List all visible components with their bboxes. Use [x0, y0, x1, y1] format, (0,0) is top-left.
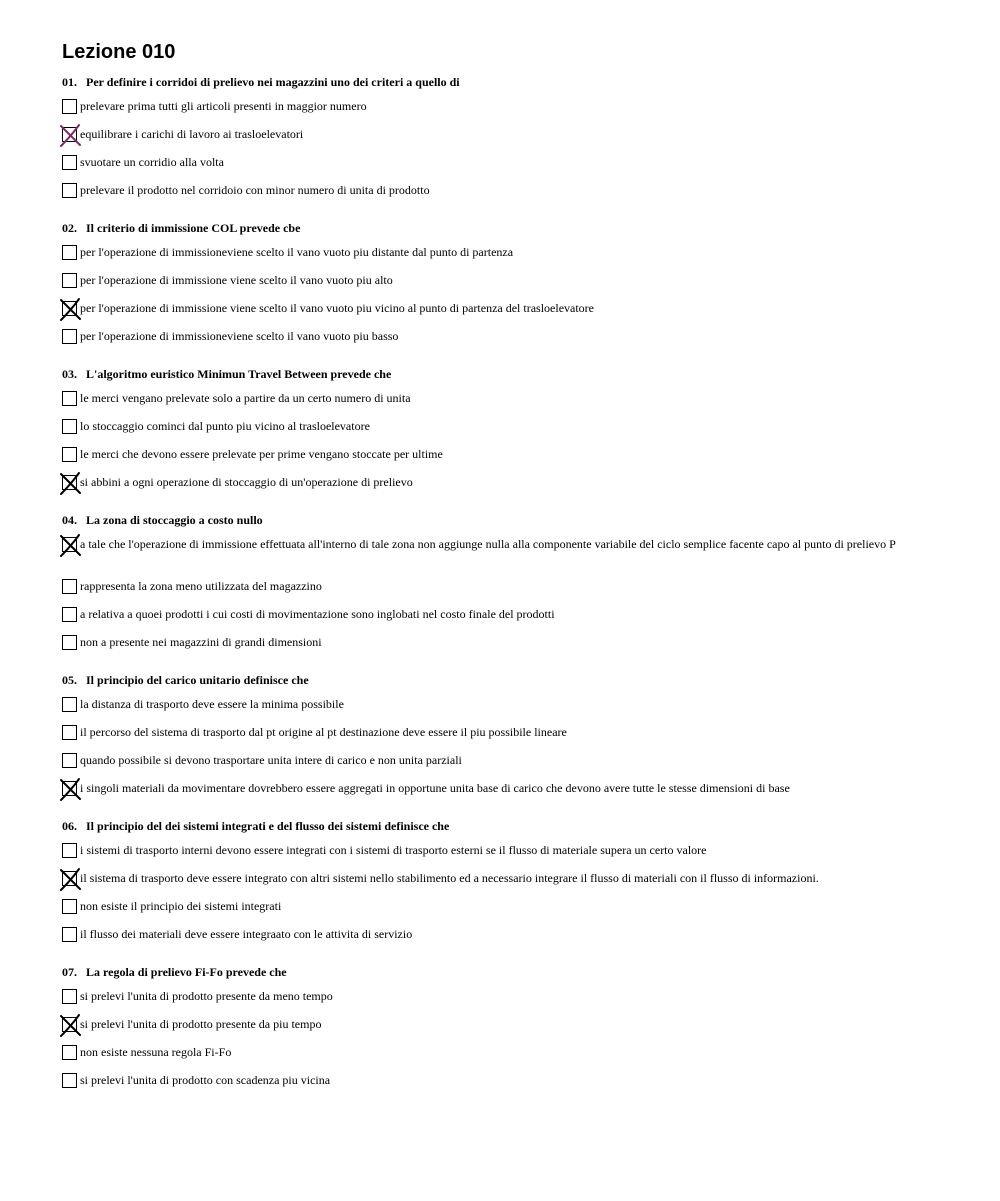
- answer-option[interactable]: [62, 606, 962, 626]
- question-3: [62, 366, 962, 494]
- question-heading: [62, 220, 962, 236]
- answer-option-label: prelevare il prodotto nel corridoio con minor numero di unita di prodotto: [80, 183, 430, 197]
- answer-option[interactable]: [62, 98, 962, 118]
- answer-option-label: si prelevi l'unita di prodotto con scadenza piu vicina: [80, 1073, 331, 1087]
- answer-option-label: per l'operazione di immissione viene scelto il vano vuoto piu vicino al punto di partenza del trasloelevatore: [80, 301, 595, 315]
- answer-option[interactable]: [62, 926, 962, 946]
- answer-option-label: si prelevi l'unita di prodotto presente da piu tempo: [80, 1017, 322, 1031]
- checkbox[interactable]: [62, 273, 77, 288]
- checked-checkbox[interactable]: [62, 127, 77, 142]
- answer-option-label: il flusso dei materiali deve essere integraato con le attivita di servizio: [80, 927, 413, 941]
- x-mark-icon: [59, 868, 82, 891]
- answer-option-label: svuotare un corridio alla volta: [80, 155, 224, 169]
- checkbox[interactable]: [62, 579, 77, 594]
- answer-option[interactable]: [62, 898, 962, 918]
- answer-option[interactable]: [62, 536, 962, 570]
- answer-option-label: per l'operazione di immissioneviene scelto il vano vuoto piu distante dal punto di partenza: [80, 245, 514, 259]
- answer-option-label: il sistema di trasporto deve essere integrato con altri sistemi nello stabilimento ed a necessario integrare il flusso di materiali con il flusso di informazioni.: [80, 871, 819, 885]
- answer-option-label: si abbini a ogni operazione di stoccaggio di un'operazione di prelievo: [80, 475, 413, 489]
- question-heading: [62, 366, 962, 382]
- question-number: 07.: [62, 965, 77, 979]
- answer-option[interactable]: [62, 474, 962, 494]
- checkbox[interactable]: [62, 329, 77, 344]
- question-text: Il criterio di immissione COL prevede cbe: [86, 221, 301, 235]
- answer-option[interactable]: [62, 1016, 962, 1036]
- checkbox[interactable]: [62, 1045, 77, 1060]
- answer-option-label: per l'operazione di immissione viene scelto il vano vuoto piu alto: [80, 273, 393, 287]
- checkbox[interactable]: [62, 927, 77, 942]
- answer-option-label: non esiste nessuna regola Fi-Fo: [80, 1045, 232, 1059]
- checkbox[interactable]: [62, 447, 77, 462]
- x-mark-icon: [59, 1014, 82, 1037]
- answer-option[interactable]: [62, 300, 962, 320]
- answer-option[interactable]: [62, 752, 962, 772]
- question-text: Per definire i corridoi di prelievo nei magazzini uno dei criteri a quello di: [86, 75, 460, 89]
- checkbox[interactable]: [62, 843, 77, 858]
- answer-option-label: rappresenta la zona meno utilizzata del magazzino: [80, 579, 322, 593]
- document-page: [62, 38, 962, 1110]
- question-2: [62, 220, 962, 348]
- question-number: 04.: [62, 513, 77, 527]
- question-text: La regola di prelievo Fi-Fo prevede che: [86, 965, 287, 979]
- checked-checkbox[interactable]: [62, 301, 77, 316]
- checkbox[interactable]: [62, 419, 77, 434]
- question-number: 06.: [62, 819, 77, 833]
- answer-option[interactable]: [62, 154, 962, 174]
- checkbox[interactable]: [62, 245, 77, 260]
- checkbox[interactable]: [62, 607, 77, 622]
- answer-option-label: equilibrare i carichi di lavoro ai trasloelevatori: [80, 127, 304, 141]
- answer-option-label: le merci vengano prelevate solo a partire da un certo numero di unita: [80, 391, 411, 405]
- answer-option[interactable]: [62, 182, 962, 202]
- lesson-title: Lezione 010: [62, 41, 176, 63]
- question-number: 03.: [62, 367, 77, 381]
- question-text: Il principio del dei sistemi integrati e del flusso dei sistemi definisce che: [86, 819, 450, 833]
- x-mark-icon: [59, 124, 82, 147]
- answer-option-label: a relativa a quoei prodotti i cui costi di movimentazione sono inglobati nel costo finale del prodotti: [80, 607, 555, 621]
- checked-checkbox[interactable]: [62, 475, 77, 490]
- checkbox[interactable]: [62, 725, 77, 740]
- answer-option[interactable]: [62, 390, 962, 410]
- checkbox[interactable]: [62, 183, 77, 198]
- answer-option[interactable]: [62, 988, 962, 1008]
- x-mark-icon: [59, 298, 82, 321]
- answer-option-label: non a presente nei magazzini di grandi dimensioni: [80, 635, 322, 649]
- checkbox[interactable]: [62, 635, 77, 650]
- answer-option[interactable]: [62, 842, 962, 862]
- answer-option[interactable]: [62, 328, 962, 348]
- answer-option[interactable]: [62, 446, 962, 466]
- question-6: [62, 818, 962, 946]
- answer-option[interactable]: [62, 780, 962, 800]
- answer-option-label: per l'operazione di immissioneviene scelto il vano vuoto piu basso: [80, 329, 399, 343]
- answer-option-label: si prelevi l'unita di prodotto presente da meno tempo: [80, 989, 333, 1003]
- answer-option-label: quando possibile si devono trasportare unita intere di carico e non unita parziali: [80, 753, 462, 767]
- checkbox[interactable]: [62, 989, 77, 1004]
- answer-option[interactable]: [62, 578, 962, 598]
- checked-checkbox[interactable]: [62, 537, 77, 552]
- answer-option-label: lo stoccaggio cominci dal punto piu vicino al trasloelevatore: [80, 419, 370, 433]
- checked-checkbox[interactable]: [62, 781, 77, 796]
- question-4: [62, 512, 962, 654]
- answer-option[interactable]: [62, 634, 962, 654]
- question-heading: [62, 818, 962, 834]
- answer-option[interactable]: [62, 1072, 962, 1092]
- answer-option[interactable]: [62, 696, 962, 716]
- question-5: [62, 672, 962, 800]
- question-number: 05.: [62, 673, 77, 687]
- checkbox[interactable]: [62, 391, 77, 406]
- question-text: Il principio del carico unitario definisce che: [86, 673, 309, 687]
- answer-option[interactable]: [62, 126, 962, 146]
- question-number: 01.: [62, 75, 77, 89]
- answer-option[interactable]: [62, 1044, 962, 1064]
- checked-checkbox[interactable]: [62, 1017, 77, 1032]
- question-text: L'algoritmo euristico Minimun Travel Between prevede che: [86, 367, 392, 381]
- question-heading: [62, 964, 962, 980]
- answer-option[interactable]: [62, 724, 962, 744]
- x-mark-icon: [59, 534, 82, 557]
- question-heading: [62, 74, 962, 90]
- answer-option-label: non esiste il principio dei sistemi integrati: [80, 899, 282, 913]
- answer-option-label: la distanza di trasporto deve essere la minima possibile: [80, 697, 344, 711]
- answer-option-label: i sistemi di trasporto interni devono essere integrati con i sistemi di trasporto esterni se il flusso di materiale supera un certo valore: [80, 843, 707, 857]
- question-heading: [62, 672, 962, 688]
- question-heading: [62, 512, 962, 528]
- questions-list: [62, 74, 962, 1092]
- checkbox[interactable]: [62, 753, 77, 768]
- answer-option-label: a tale che l'operazione di immissione effettuata all'interno di tale zona non aggiunge nulla alla componente variabile del ciclo semplice facente capo al punto di prelievo P: [80, 537, 896, 551]
- x-mark-icon: [59, 778, 82, 801]
- question-number: 02.: [62, 221, 77, 235]
- question-7: [62, 964, 962, 1092]
- answer-option[interactable]: [62, 870, 962, 890]
- question-text: La zona di stoccaggio a costo nullo: [86, 513, 263, 527]
- checked-checkbox[interactable]: [62, 871, 77, 886]
- answer-option[interactable]: [62, 272, 962, 292]
- answer-option[interactable]: [62, 418, 962, 438]
- checkbox[interactable]: [62, 697, 77, 712]
- question-1: [62, 74, 962, 202]
- x-mark-icon: [59, 472, 82, 495]
- answer-option-label: le merci che devono essere prelevate per prime vengano stoccate per ultime: [80, 447, 443, 461]
- checkbox[interactable]: [62, 1073, 77, 1088]
- checkbox[interactable]: [62, 99, 77, 114]
- checkbox[interactable]: [62, 899, 77, 914]
- checkbox[interactable]: [62, 155, 77, 170]
- answer-option[interactable]: [62, 244, 962, 264]
- answer-option-label: il percorso del sistema di trasporto dal pt origine al pt destinazione deve essere il piu possibile lineare: [80, 725, 567, 739]
- answer-option-label: prelevare prima tutti gli articoli presenti in maggior numero: [80, 99, 367, 113]
- answer-option-label: i singoli materiali da movimentare dovrebbero essere aggregati in opportune unita base di carico che devono avere tutte le stesse dimensioni di base: [80, 781, 790, 795]
